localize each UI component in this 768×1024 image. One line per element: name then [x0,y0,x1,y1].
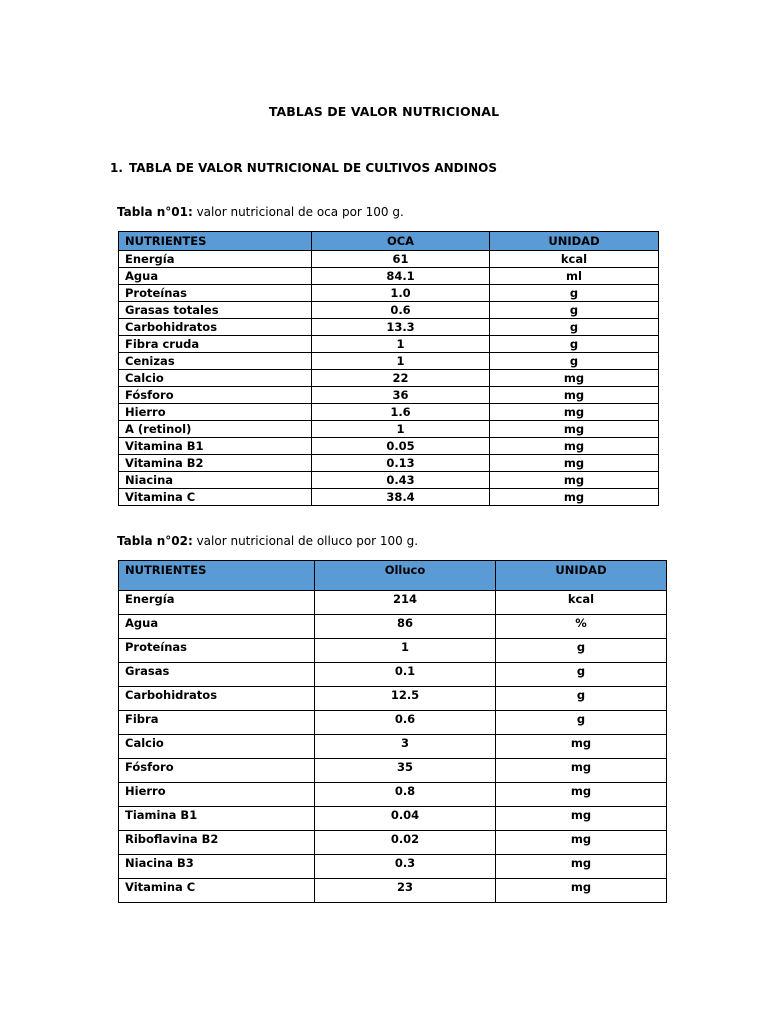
nutrient-name: Grasas totales [119,302,312,319]
table-row [119,455,659,472]
caption-text: valor nutricional de olluco por 100 g. [192,534,419,548]
nutrient-value: 84.1 [312,268,490,285]
table-row [119,421,659,438]
nutrient-unit: g [496,687,667,711]
table-caption-oca [117,205,404,219]
nutrient-unit: mg [496,807,667,831]
section-heading [110,161,497,175]
nutrient-value: 1 [312,353,490,370]
caption-text: valor nutricional de oca por 100 g. [192,205,404,219]
nutrient-value: 0.3 [315,855,496,879]
nutrient-value: 0.43 [312,472,490,489]
nutrient-value: 35 [315,759,496,783]
nutrient-name: Niacina B3 [119,855,315,879]
nutrient-unit: mg [490,455,659,472]
table-header-row [119,561,667,591]
nutrient-name: Fibra cruda [119,336,312,353]
nutrient-name: Energía [119,251,312,268]
nutrient-value: 0.8 [315,783,496,807]
table-row [119,663,667,687]
nutrient-value: 1 [312,336,490,353]
nutrient-name: Energía [119,591,315,615]
nutrient-name: Calcio [119,735,315,759]
header-unidad: UNIDAD [490,232,659,251]
nutrient-unit: g [490,285,659,302]
nutrient-name: Carbohidratos [119,319,312,336]
nutrient-unit: g [496,663,667,687]
table-header-row [119,232,659,251]
nutrient-unit: mg [496,735,667,759]
table-row [119,472,659,489]
table-caption-olluco [117,534,418,548]
nutrient-name: Vitamina B1 [119,438,312,455]
nutrient-value: 13.3 [312,319,490,336]
nutrient-name: Fósforo [119,759,315,783]
nutrient-name: Fósforo [119,387,312,404]
table-row [119,735,667,759]
table-row [119,615,667,639]
nutrient-name: Agua [119,615,315,639]
header-unidad: UNIDAD [496,561,667,591]
nutrient-unit: % [496,615,667,639]
nutrient-value: 12.5 [315,687,496,711]
nutrient-name: Calcio [119,370,312,387]
table-row [119,759,667,783]
nutrient-value: 0.05 [312,438,490,455]
nutrient-unit: mg [490,472,659,489]
nutrient-name: Hierro [119,404,312,421]
nutrition-table-oca [118,231,659,506]
nutrient-name: Hierro [119,783,315,807]
nutrient-value: 36 [312,387,490,404]
nutrient-name: Proteínas [119,285,312,302]
section-title: TABLA DE VALOR NUTRICIONAL DE CULTIVOS ANDINOS [129,161,497,175]
nutrient-unit: mg [496,831,667,855]
nutrient-unit: mg [490,421,659,438]
nutrient-name: Agua [119,268,312,285]
nutrient-unit: mg [490,387,659,404]
table-row [119,302,659,319]
nutrient-value: 61 [312,251,490,268]
header-nutrientes: NUTRIENTES [119,561,315,591]
table-row [119,404,659,421]
table-row [119,438,659,455]
table-row [119,251,659,268]
table-row [119,807,667,831]
nutrition-table-olluco [118,560,667,903]
nutrient-name: Niacina [119,472,312,489]
nutrient-name: Vitamina C [119,489,312,506]
nutrient-unit: g [496,639,667,663]
nutrient-value: 38.4 [312,489,490,506]
header-olluco: Olluco [315,561,496,591]
nutrient-unit: mg [490,489,659,506]
nutrient-unit: ml [490,268,659,285]
nutrient-value: 0.02 [315,831,496,855]
table-row [119,285,659,302]
table-row [119,783,667,807]
header-oca: OCA [312,232,490,251]
table-row [119,831,667,855]
table-row [119,268,659,285]
nutrient-unit: kcal [490,251,659,268]
nutrient-unit: mg [496,759,667,783]
nutrient-value: 1 [312,421,490,438]
nutrient-name: Vitamina B2 [119,455,312,472]
nutrient-name: Proteínas [119,639,315,663]
page-title: TABLAS DE VALOR NUTRICIONAL [268,104,500,119]
table-row [119,711,667,735]
table-row [119,591,667,615]
nutrient-unit: g [496,711,667,735]
nutrient-unit: kcal [496,591,667,615]
nutrient-name: Tiamina B1 [119,807,315,831]
nutrient-unit: mg [496,855,667,879]
nutrient-value: 1 [315,639,496,663]
caption-label: Tabla n°01: [117,205,193,219]
nutrient-value: 0.04 [315,807,496,831]
nutrient-unit: g [490,336,659,353]
table-row [119,687,667,711]
nutrient-value: 0.1 [315,663,496,687]
table-row [119,639,667,663]
nutrient-name: Vitamina C [119,879,315,903]
nutrient-name: Fibra [119,711,315,735]
table-row [119,319,659,336]
nutrient-name: Cenizas [119,353,312,370]
nutrient-value: 22 [312,370,490,387]
nutrient-name: Grasas [119,663,315,687]
caption-label: Tabla n°02: [117,534,193,548]
section-number: 1. [110,161,123,175]
nutrient-value: 86 [315,615,496,639]
nutrient-value: 0.6 [312,302,490,319]
nutrient-unit: mg [496,879,667,903]
table-row [119,855,667,879]
nutrient-name: Carbohidratos [119,687,315,711]
table-row [119,370,659,387]
nutrient-unit: mg [490,370,659,387]
nutrient-name: A (retinol) [119,421,312,438]
table-row [119,489,659,506]
nutrient-unit: g [490,302,659,319]
nutrient-unit: mg [490,438,659,455]
table-row [119,387,659,404]
nutrient-value: 0.13 [312,455,490,472]
nutrient-value: 0.6 [315,711,496,735]
nutrient-value: 1.0 [312,285,490,302]
nutrient-name: Riboflavina B2 [119,831,315,855]
header-nutrientes: NUTRIENTES [119,232,312,251]
nutrient-value: 1.6 [312,404,490,421]
nutrient-unit: mg [496,783,667,807]
table-row [119,336,659,353]
nutrient-unit: g [490,319,659,336]
table-row [119,353,659,370]
table-row [119,879,667,903]
nutrient-value: 3 [315,735,496,759]
nutrient-unit: g [490,353,659,370]
nutrient-value: 214 [315,591,496,615]
nutrient-value: 23 [315,879,496,903]
nutrient-unit: mg [490,404,659,421]
